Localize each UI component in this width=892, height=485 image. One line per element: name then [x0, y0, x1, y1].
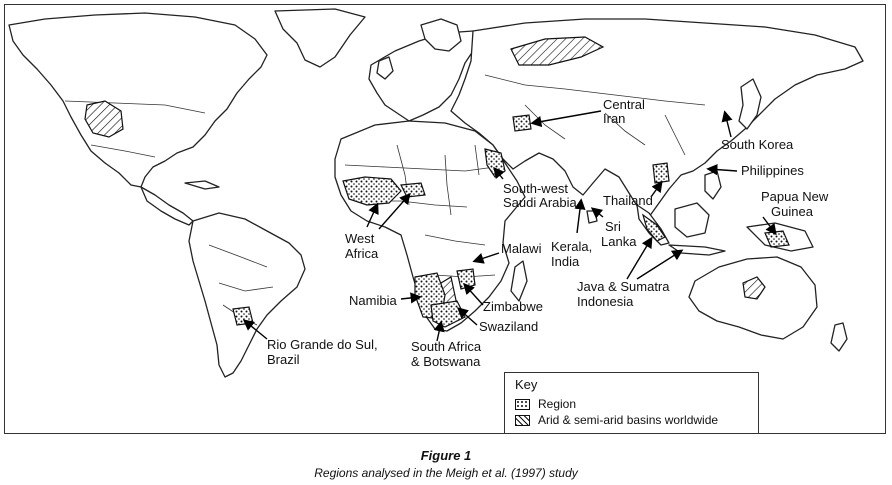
figure-title: Figure 1: [420, 448, 472, 463]
label-west-africa: West Africa: [345, 231, 379, 261]
arrow-philippines: [709, 169, 737, 171]
borneo-island: [675, 203, 709, 237]
label-swaziland: Swaziland: [479, 319, 539, 334]
greenland-landmass: [275, 9, 365, 67]
label-papua-new-guinea: Papua New Guinea: [761, 189, 829, 219]
madagascar-island: [511, 261, 527, 301]
sri-lanka-island: [587, 211, 597, 223]
cuba-island: [185, 181, 219, 189]
region-thailand: [653, 163, 669, 183]
label-south-africa-botswana: South Africa & Botswana: [411, 339, 482, 369]
label-malawi: Malawi: [501, 241, 542, 256]
north-america-landmass: [9, 13, 267, 187]
dotted-swatch-icon: [515, 399, 530, 410]
label-central-iran: Central Iran: [603, 97, 645, 126]
hatched-swatch-icon: [515, 415, 530, 426]
new-zealand-islands: [831, 323, 847, 351]
label-rio-grande-do-sul: Rio Grande do Sul, Brazil: [267, 337, 378, 367]
map-canvas: [5, 5, 886, 434]
philippines-islands: [705, 171, 721, 199]
arrow-kerala: [577, 201, 581, 233]
label-thailand: Thailand: [603, 193, 653, 208]
region-rio-grande-do-sul: [233, 307, 253, 325]
figure-caption: Regions analysed in the Meigh et al. (1997) study: [314, 466, 578, 480]
label-sri-lanka: Sri Lanka: [601, 219, 637, 249]
region-central-iran: [513, 115, 531, 131]
label-sw-saudi-arabia: South-west Saudi Arabia: [503, 181, 577, 210]
label-namibia: Namibia: [349, 293, 397, 308]
label-kerala-india: Kerala, India: [551, 239, 593, 269]
map-key: [504, 372, 759, 434]
central-america-landmass: [141, 187, 193, 225]
key-title: Key: [515, 377, 538, 392]
label-philippines: Philippines: [741, 163, 804, 178]
key-row-arid: [515, 413, 718, 427]
key-row-region: [515, 397, 576, 411]
label-south-korea: South Korea: [721, 137, 794, 152]
label-java-sumatra: Java & Sumatra Indonesia: [577, 279, 670, 309]
label-zimbabwe: Zimbabwe: [483, 299, 543, 314]
arrow-java-2: [637, 251, 681, 279]
world-map: [4, 4, 886, 434]
key-arid-label: Arid & semi-arid basins worldwide: [538, 413, 719, 427]
key-region-label: Region: [538, 397, 577, 411]
